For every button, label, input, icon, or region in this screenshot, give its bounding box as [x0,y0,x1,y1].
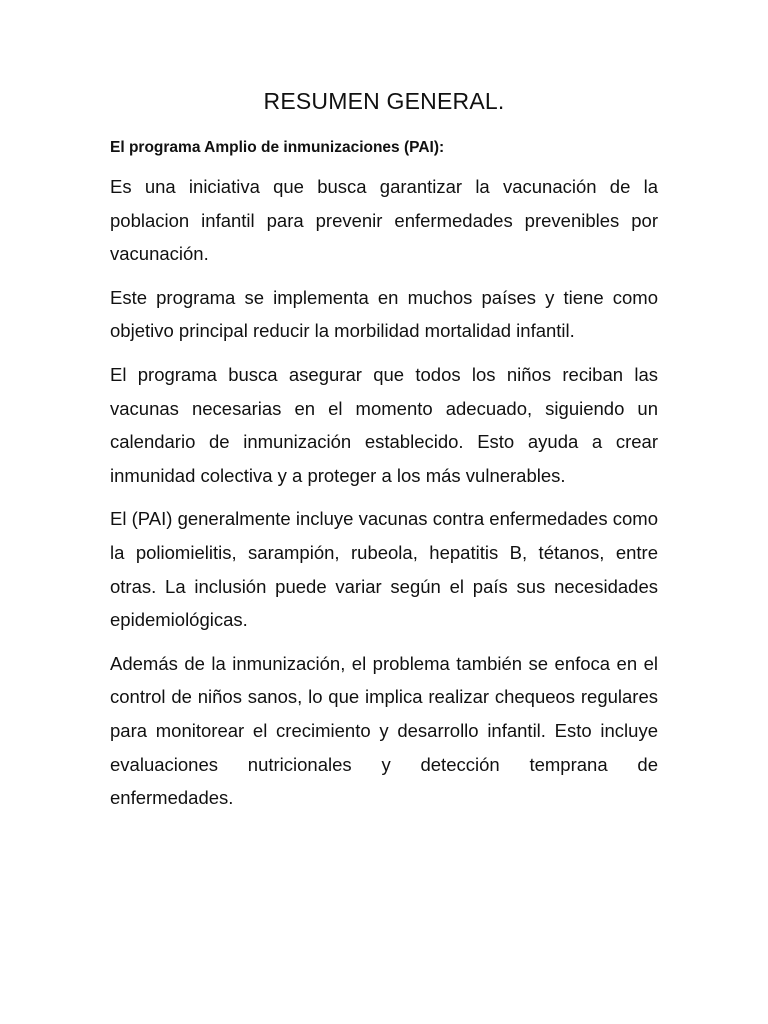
paragraph-2: Este programa se implementa en muchos países y tiene como objetivo principal reducir la morbilidad mortalidad infantil. [110,286,658,342]
paragraph-3: El programa busca asegurar que todos los niños reciban las vacunas necesarias en el momento adecuado, siguiendo un calendario de inmunización establecido. Esto ayuda a crear inmunidad colectiva y a proteger a los más vulnerables. [110,363,658,486]
document-title: RESUMEN GENERAL. [263,88,505,114]
paragraph-4: El (PAI) generalmente incluye vacunas contra enfermedades como la poliomielitis, sarampión, rubeola, hepatitis B, tétanos, entre otras. La inclusión puede variar según el país sus necesidades epidemiológicas. [110,508,658,631]
paragraph-5: Además de la inmunización, el problema también se enfoca en el control de niños sanos, lo que implica realizar chequeos regulares para monitorear el crecimiento y desarrollo infantil. Esto incluye evaluaciones nutricionales y detección temprana de enfermedades. [110,652,658,809]
section-subtitle: El programa Amplio de inmunizaciones (PAI): [110,139,445,156]
document-page [110,86,658,825]
paragraph-1: Es una iniciativa que busca garantizar la vacunación de la poblacion infantil para prevenir enfermedades prevenibles por vacunación. [110,176,658,265]
